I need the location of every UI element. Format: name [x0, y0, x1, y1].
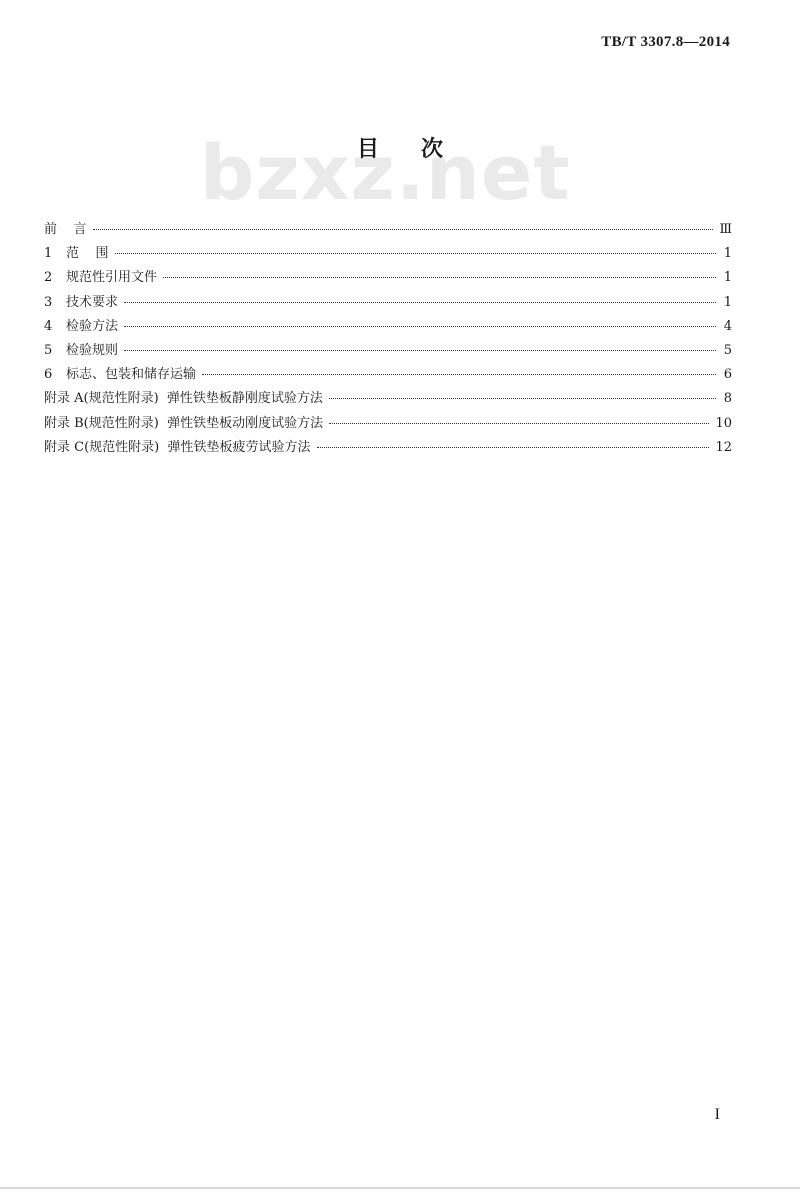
toc-leader-dots — [124, 350, 716, 351]
page-folio: I — [714, 1106, 720, 1123]
page-title: 目次 — [356, 136, 485, 162]
toc-leader-dots — [317, 447, 710, 448]
toc-entry-scope[interactable] — [44, 242, 732, 266]
toc-page-number: 1 — [723, 294, 732, 310]
toc-page-number: 12 — [715, 439, 732, 455]
toc-leader-dots — [93, 229, 714, 230]
toc-entry-inspection-rules[interactable] — [44, 339, 732, 363]
toc-number: 6 — [44, 367, 53, 383]
toc-label: 附录 B(规范性附录) 弹性铁垫板动刚度试验方法 — [44, 415, 324, 431]
toc-entry-foreword[interactable] — [44, 218, 732, 242]
toc-page-number: Ⅲ — [719, 222, 732, 237]
toc-number: 5 — [44, 342, 53, 358]
toc-leader-dots — [124, 326, 716, 327]
toc-label: 前 言 — [44, 222, 87, 237]
toc-entry-technical-requirements[interactable] — [44, 291, 732, 315]
toc-entry-test-methods[interactable] — [44, 315, 732, 339]
toc-number: 3 — [44, 294, 53, 310]
toc-leader-dots — [124, 302, 716, 303]
toc-number: 2 — [44, 270, 53, 286]
toc-page-number: 10 — [715, 415, 732, 431]
toc-label: 检验方法 — [66, 318, 119, 334]
toc-page-number: 5 — [723, 342, 732, 358]
toc-label: 标志、包装和储存运输 — [66, 367, 197, 383]
toc-entry-marking-packaging[interactable] — [44, 363, 732, 387]
toc-label: 附录 A(规范性附录) 弹性铁垫板静刚度试验方法 — [44, 391, 323, 407]
toc-label: 检验规则 — [66, 342, 119, 358]
toc-leader-dots — [115, 253, 716, 254]
standard-number: TB/T 3307.8—2014 — [601, 34, 730, 50]
toc-entry-annex-c[interactable] — [44, 436, 732, 460]
toc-page-number: 1 — [723, 246, 732, 262]
toc-entry-annex-a[interactable] — [44, 387, 732, 411]
toc-page-number: 1 — [723, 270, 732, 286]
toc-number: 4 — [44, 318, 53, 334]
toc-number: 1 — [44, 246, 53, 262]
toc-entry-normative-references[interactable] — [44, 266, 732, 290]
toc-page-number: 8 — [723, 391, 732, 407]
toc-leader-dots — [163, 277, 716, 278]
toc-page-number: 6 — [723, 367, 732, 383]
toc-leader-dots — [202, 374, 716, 375]
toc-label: 规范性引用文件 — [66, 270, 158, 286]
toc-label: 技术要求 — [66, 294, 119, 310]
toc-label: 附录 C(规范性附录) 弹性铁垫板疲劳试验方法 — [44, 439, 311, 455]
toc-leader-dots — [329, 423, 709, 424]
table-of-contents — [44, 218, 732, 460]
toc-page-number: 4 — [723, 318, 732, 334]
toc-entry-annex-b[interactable] — [44, 412, 732, 436]
bottom-rule — [0, 1187, 800, 1189]
toc-leader-dots — [329, 398, 716, 399]
toc-label: 范 围 — [66, 246, 109, 262]
